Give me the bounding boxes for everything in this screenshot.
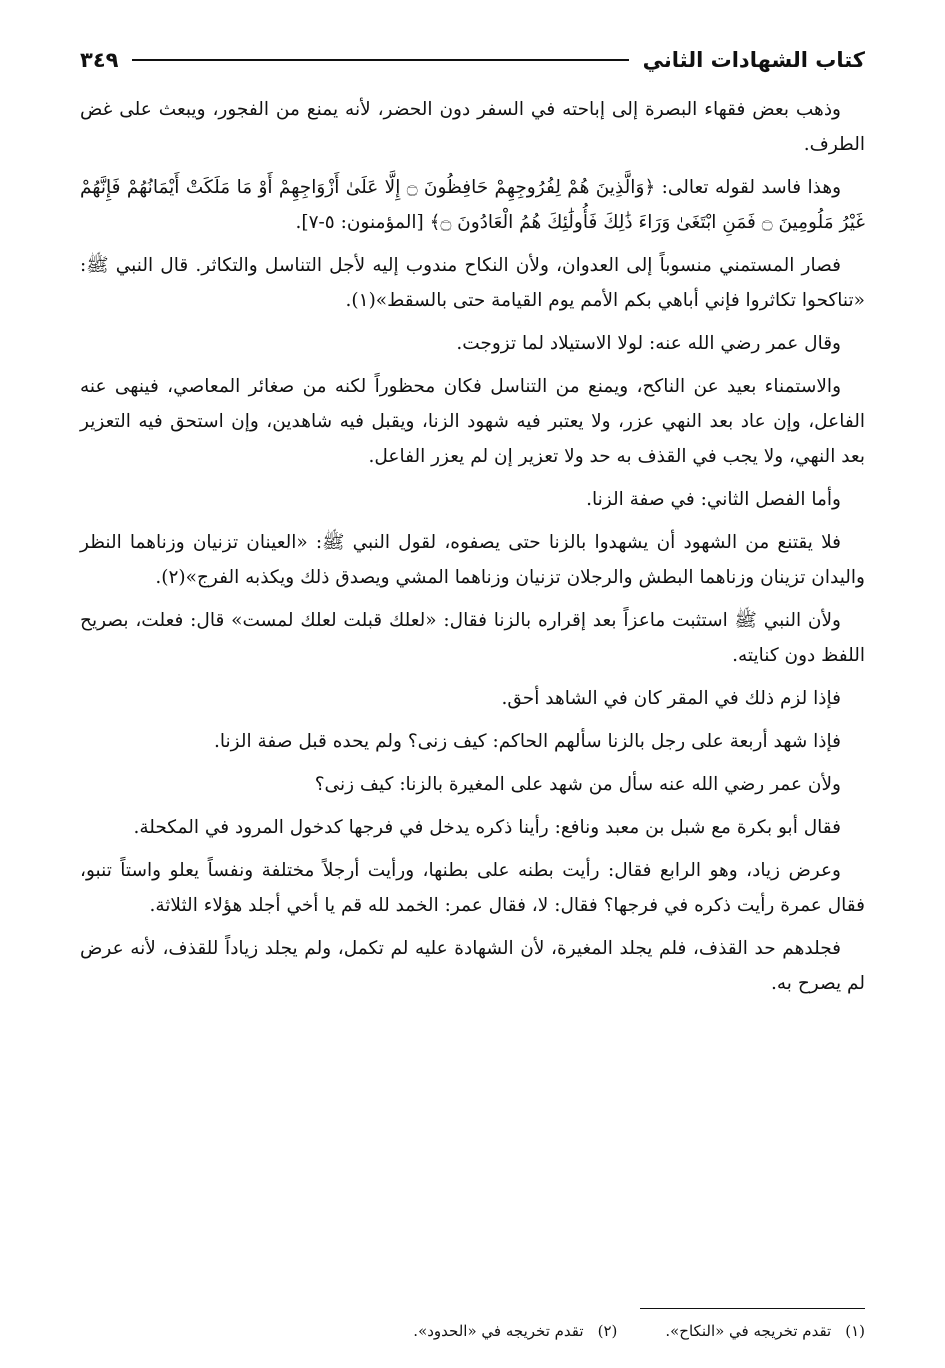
footnote-number: (٢): [597, 1322, 618, 1340]
footnotes: [80, 1322, 865, 1340]
paragraph: فإذا شهد أربعة على رجل بالزنا سألهم الحاكم: كيف زنى؟ ولم يحده قبل صفة الزنا.: [213, 731, 841, 752]
header-title: كتاب الشهادات الثاني: [642, 48, 865, 72]
footnote-divider: [640, 1308, 865, 1309]
page-number: ٣٤٩: [80, 48, 119, 72]
paragraph: وقال عمر رضي الله عنه: لولا الاستيلاد لما تزوجت.: [456, 333, 841, 354]
paragraph: فصار المستمني منسوباً إلى العدوان، ولأن النكاح مندوب إليه لأجل التناسل والتكاثر. قال النبي ﷺ: «تناكحوا تكاثروا فإني أباهي بكم الأمم يوم القيامة حتى بالسقط»(١).: [80, 255, 865, 311]
footnote-text: تقدم تخريجه في «الحدود».: [413, 1322, 584, 1340]
paragraph: فإذا لزم ذلك في المقر كان في الشاهد أحق.: [501, 688, 841, 709]
paragraph: وعرض زياد، وهو الرابع فقال: رأيت بطنه على بطنها، ورأيت أرجلاً مختلفة ونفساً يعلو واستاً تنبو، فقال عمرة رأيت ذكره في فرجها؟ فقال: لا، فقال عمر: الخمد لله قم يا أخي أجلد هؤلاء الثلاثة.: [80, 860, 865, 916]
footnote: [413, 1322, 617, 1340]
body-text: [80, 92, 865, 1009]
page-header: [80, 40, 865, 80]
paragraph: وذهب بعض فقهاء البصرة إلى إباحته في السفر دون الحضر، لأنه يمنع من الفجور، ويبعث على غض الطرف.: [80, 99, 865, 155]
paragraph: ولأن النبي ﷺ استثبت ماعزاً بعد إقراره بالزنا فقال: «لعلك قبلت لعلك لمست» قال: فعلت، بصريح اللفظ دون كنايته.: [80, 610, 865, 666]
footnote: [665, 1322, 865, 1340]
footnote-number: (١): [845, 1322, 865, 1340]
paragraph: فجلدهم حد القذف، فلم يجلد المغيرة، لأن الشهادة عليه لم تكمل، ولم يجلد زياداً للقذف، لأنه عرض لم يصرح به.: [80, 938, 865, 994]
header-rule: [132, 59, 628, 61]
paragraph-quran-verse: وهذا فاسد لقوله تعالى: ﴿وَالَّذِينَ هُمْ لِفُرُوجِهِمْ حَافِظُونَ ۝ إِلَّا عَلَىٰ أَزْوَاجِهِمْ أَوْ مَا مَلَكَتْ أَيْمَانُهُمْ فَإِنَّهُمْ غَيْرُ مَلُومِينَ ۝ فَمَنِ ابْتَغَىٰ وَرَاءَ ذَٰلِكَ فَأُولَٰئِكَ هُمُ الْعَادُونَ ۝﴾ [المؤمنون: ٥-٧].: [80, 177, 865, 233]
footnote-text: تقدم تخريجه في «النكاح».: [665, 1322, 832, 1340]
paragraph: فقال أبو بكرة مع شبل بن معبد ونافع: رأينا ذكره يدخل في فرجها كدخول المرود في المكحلة.: [133, 817, 841, 838]
paragraph: فلا يقتنع من الشهود أن يشهدوا بالزنا حتى يصفوه، لقول النبي ﷺ: «العينان تزنيان وزناهما النظر واليدان تزينان وزناهما البطش والرجلان تزنيان وزناهما المشي ويصدق ذلك ويكذبه الفرج»(٢).: [80, 532, 865, 588]
paragraph: ولأن عمر رضي الله عنه سأل من شهد على المغيرة بالزنا: كيف زنى؟: [314, 774, 841, 795]
paragraph-section-heading: وأما الفصل الثاني: في صفة الزنا.: [586, 489, 841, 510]
paragraph: والاستمناء بعيد عن الناكح، ويمنع من التناسل فكان محظوراً لكنه من صغائر المعاصي، فينهى عنه الفاعل، وإن عاد بعد النهي عزر، ولا يعتبر فيه شهود الزنا، ويقبل فيه شاهدين، وإن استحق فيه التعزير بعد النهي، ولا يجب في القذف به حد ولا تعزير إن لم يعزر الفاعل.: [80, 376, 865, 467]
